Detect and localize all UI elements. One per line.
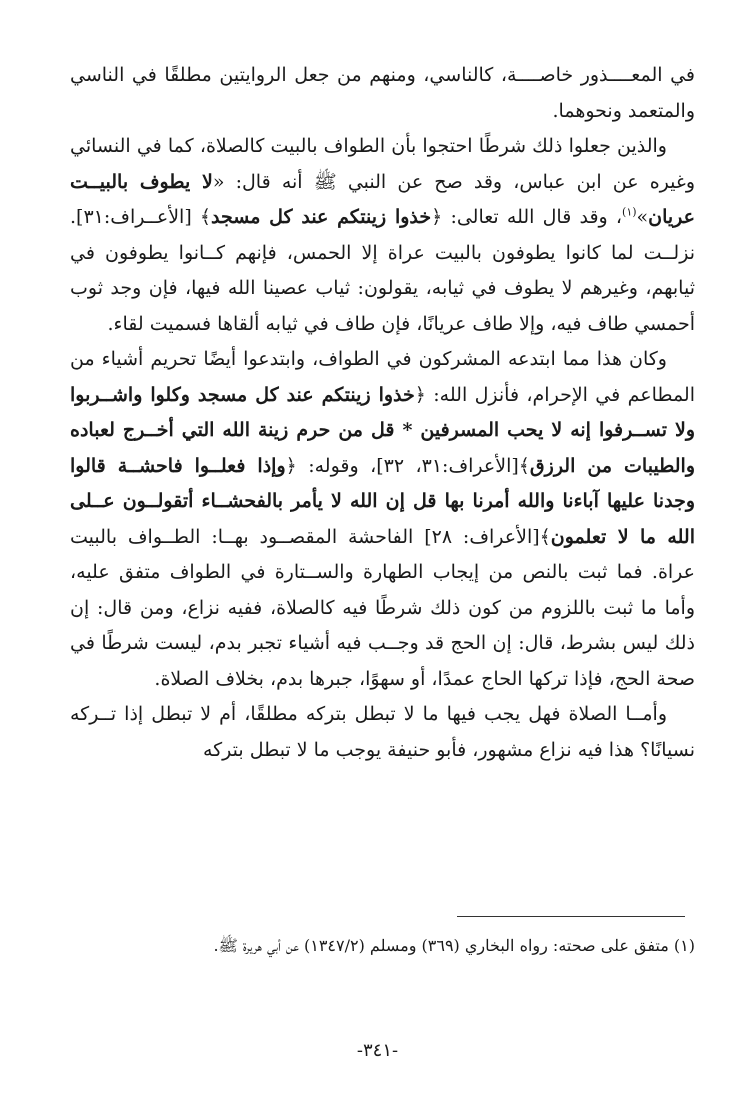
paragraph-3-text-3: ﴾[الأعراف: ٢٨] الفاحشة المقصــود بهــا: الطــواف بالبيت عراة. فما ثبت بالنص من إيجاب الطهارة والســتارة في الطواف متفق عليه، وأما ما ثبت باللزوم من كون ذلك شرطًا فيه كالصلاة، ففيه نزاع، ومن قال: إن ذلك ليس بشرط، قال: إن الحج قد وجــب فيه أشياء تجبر بدم، ليست شرطًا في صحة الحج، فإذا تركها الحاج عمدًا، أو سهوًا، جبرها بدم، بخلاف الصلاة. (70, 525, 695, 690)
paragraph-2-text-4: ﴾ [الأعــراف:٣١]. نزلــت لما كانوا يطوفون بالبيت عراة إلا الحمس، فإنهم كــانوا يطوفون في ثيابهم، وغيرهم لا يطوف في ثيابه، يقولون: ثياب عصينا الله فيها، فإن وجد ثوب أحمسي طاف فيه، وإلا طاف عريانًا، فإن طاف في ثيابه ألقاها فسميت لقاء. (70, 206, 695, 335)
paragraph-2 (70, 129, 695, 342)
paragraph-3-text-1: وكان هذا مما ابتدعه المشركون في الطواف، وابتدعوا أيضًا تحريم أشياء من المطاعم في الإحرام، فأنزل الله: ﴿ (70, 348, 696, 406)
footnote (70, 932, 695, 960)
hadith-quote: لا يطوف بالبيــت عريان (70, 170, 696, 228)
quran-verse-1: خذوا زينتكم عند كل مسجد (211, 206, 432, 228)
paragraph-3-text-2: ﴾[الأعراف:٣١، ٣٢]، وقوله: ﴿ (285, 454, 530, 477)
page-body (70, 58, 695, 1058)
footnote-divider (457, 916, 685, 917)
page-number: -٣٤١- (356, 1040, 399, 1061)
paragraph-3 (70, 342, 695, 697)
paragraph-4-text: وأمــا الصلاة فهل يجب فيها ما لا تبطل بتركه مطلقًا، أم لا تبطل إذا تــركه نسيانًا؟ هذا فيه نزاع مشهور، فأبو حنيفة يوجب ما لا تبطل بتركه (70, 703, 695, 761)
paragraph-1 (70, 58, 695, 129)
footnote-text: (١) متفق على صحته: رواه البخاري (٣٦٩) ومسلم (١٣٤٧/٢) عن أبي هريرة ﷺ. (213, 936, 695, 955)
quran-verse-2: خذوا زينتكم عند كل مسجد وكلوا واشــربوا ولا تســرفوا إنه لا يحب المسرفين * قل من حرم زينة الله التي أخــرج لعباده والطيبات من الرزق (70, 383, 696, 477)
paragraph-2-text-3: ، وقد قال الله تعالى: ﴿ (431, 206, 623, 228)
paragraph-2-text-1: والذين جعلوا ذلك شرطًا احتجوا بأن الطواف بالبيت كالصلاة، كما في النسائي وغيره عن ابن عباس، وقد صح عن النبي ﷺ أنه قال: « (70, 135, 695, 193)
paragraph-1-text: في المعــــذور خاصــــة، كالناسي، ومنهم من جعل الروايتين مطلقًا في الناسي والمتعمد ونحوهما. (70, 64, 695, 122)
footnote-marker[interactable]: (١) (622, 205, 637, 219)
paragraph-2-text-2: » (636, 206, 649, 228)
paragraph-4 (70, 697, 695, 768)
quran-verse-3: وإذا فعلــوا فاحشــة قالوا وجدنا عليها آباءنا والله أمرنا بها قل إن الله لا يأمر بالفحشــاء أتقولــون عــلى الله ما لا تعلمون (70, 454, 695, 548)
